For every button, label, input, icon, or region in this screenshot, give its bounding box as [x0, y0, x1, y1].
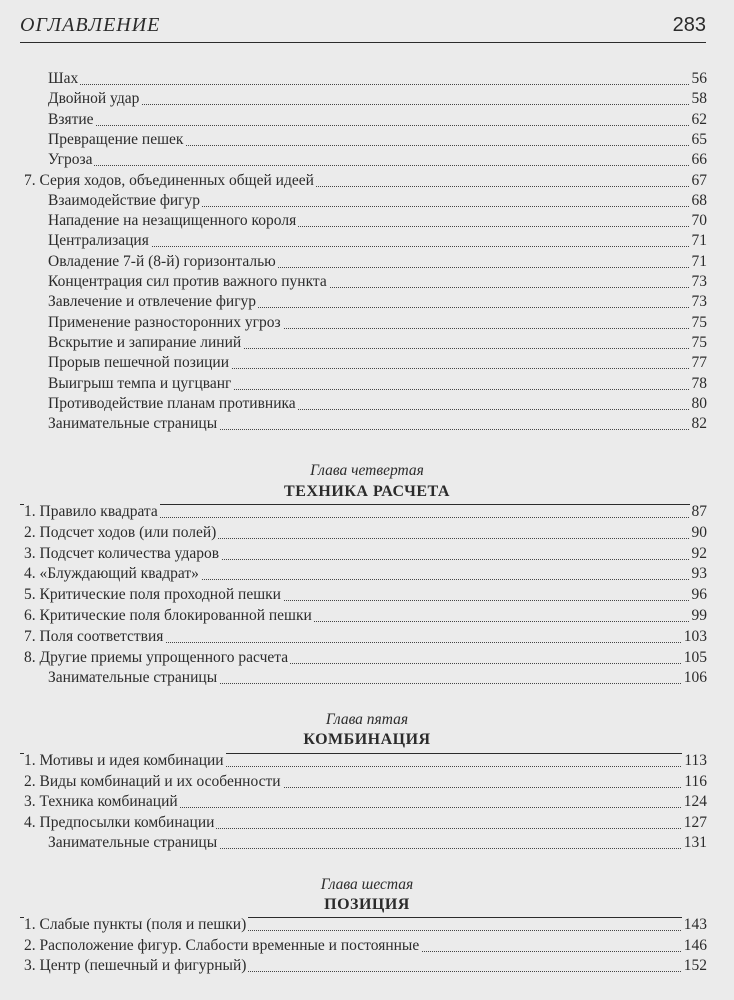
toc-entry: [0, 564, 734, 584]
toc-entry-page: 66: [691, 151, 707, 169]
toc-entry-title: 3. Техника комбинаций: [24, 793, 178, 811]
toc-entry: [0, 394, 734, 414]
toc-entry-title: Взаимодействие фигур: [48, 191, 201, 209]
toc-entry-page: 75: [691, 333, 707, 351]
toc-entry-title: Выигрыш темпа и цугцванг: [48, 374, 232, 392]
toc-entry: [0, 211, 734, 231]
toc-entry-title: 2. Виды комбинаций и их особенности: [24, 772, 281, 790]
toc-entry-page: 124: [683, 793, 707, 811]
toc-entry-title: Занимательные страницы: [48, 834, 218, 852]
toc-entry: [0, 69, 734, 89]
toc-entry-page: 96: [691, 586, 707, 604]
toc-entry-page: 103: [683, 627, 707, 645]
toc-entry-title: Взятие: [48, 110, 94, 128]
toc-entry-page: 75: [691, 313, 707, 331]
toc-entry: [0, 956, 734, 976]
toc-entry-title: Противодействие планам противника: [48, 394, 296, 412]
toc-entry: [0, 627, 734, 647]
toc-entry: [0, 792, 734, 812]
toc-entry-title: Овладение 7-й (8-й) горизонталью: [48, 252, 276, 270]
toc-entry: [0, 171, 734, 191]
toc-entry-title: 5. Критические поля проходной пешки: [24, 586, 281, 604]
toc-entry-page: 71: [691, 232, 707, 250]
toc-entry-page: 71: [691, 252, 707, 270]
toc-entry-title: 7. Серия ходов, объединенных общей идеей: [24, 171, 314, 189]
toc-entry-page: 93: [691, 565, 707, 583]
toc-entry: [0, 813, 734, 833]
chapter5-subtitle: Глава пятая: [325, 711, 409, 728]
toc-entry: [0, 313, 734, 333]
toc-entry: [0, 915, 734, 935]
chapter6-subtitle: Глава шестая: [320, 876, 414, 893]
toc-entry-title: Централизация: [48, 232, 149, 250]
toc-entry: [0, 191, 734, 211]
toc-entry-page: 127: [683, 813, 707, 831]
toc-entry-title: Занимательные страницы: [48, 669, 218, 687]
toc-entry: [0, 231, 734, 251]
toc-entry-title: Применение разносторонних угроз: [48, 313, 281, 331]
chapter5-title: КОМБИНАЦИЯ: [303, 731, 431, 748]
toc-entry-page: 116: [684, 772, 707, 790]
toc-entry: [0, 668, 734, 688]
toc-entry-page: 106: [683, 669, 707, 687]
toc-entry-page: 56: [691, 70, 707, 87]
header-rule: [20, 42, 706, 43]
toc-entry: [0, 374, 734, 394]
toc-entry: [0, 751, 734, 771]
toc-entry-title: 1. Слабые пункты (поля и пешки): [24, 916, 247, 933]
toc-entry: [0, 772, 734, 792]
toc-entry: [0, 353, 734, 373]
toc-entry: [0, 414, 734, 434]
toc-entry-title: 1. Правило квадрата: [24, 503, 158, 520]
dot-leader: [48, 89, 707, 105]
toc-entry-title: Завлечение и отвлечение фигур: [48, 293, 257, 311]
chapter6-title: ПОЗИЦИЯ: [324, 896, 410, 913]
toc-entry-title: 7. Поля соответствия: [24, 627, 164, 645]
toc-entry-page: 68: [691, 191, 707, 209]
toc-entry: [0, 502, 734, 522]
toc-entry: [0, 252, 734, 272]
toc-entry-page: 146: [683, 936, 707, 954]
toc-entry: [0, 272, 734, 292]
toc-entry-title: 2. Подсчет ходов (или полей): [24, 523, 217, 541]
chapter4-subtitle: Глава четвертая: [310, 462, 424, 479]
toc-entry-title: Нападение на незащищенного короля: [48, 212, 297, 230]
toc-entry-page: 67: [691, 171, 707, 189]
toc-entry-page: 78: [691, 374, 707, 392]
dot-leader: [48, 150, 707, 166]
toc-entry-page: 131: [683, 834, 707, 852]
dot-leader: [48, 69, 707, 85]
toc-entry: [0, 585, 734, 605]
toc-entry-page: 152: [683, 957, 707, 975]
toc-entry-page: 92: [691, 544, 707, 562]
toc-entry-title: 3. Центр (пешечный и фигурный): [24, 957, 247, 975]
toc-entry: [0, 150, 734, 170]
toc-entry: [0, 833, 734, 853]
toc-entry-title: Концентрация сил против важного пункта: [48, 273, 327, 290]
toc-entry-title: 3. Подсчет количества ударов: [24, 544, 220, 562]
header-page-number: 283: [672, 14, 706, 36]
toc-entry-title: Прорыв пешечной позиции: [48, 354, 230, 372]
toc-entry-title: Шах: [48, 70, 79, 87]
toc-entry: [0, 544, 734, 564]
toc-entry-page: 143: [683, 916, 707, 933]
toc-entry: [0, 89, 734, 109]
toc-entry-page: 99: [691, 607, 707, 624]
toc-entry-page: 87: [691, 503, 707, 520]
toc-entry-title: 8. Другие приемы упрощенного расчета: [24, 648, 289, 666]
toc-entry-page: 113: [684, 752, 707, 769]
toc-entry-title: Угроза: [48, 151, 93, 169]
toc-entry-page: 73: [691, 273, 707, 290]
toc-entry-page: 70: [691, 212, 707, 230]
toc-entry-title: Двойной удар: [48, 90, 140, 108]
toc-entry-title: 6. Критические поля блокированной пешки: [24, 607, 312, 624]
toc-entry-title: Вскрытие и запирание линий: [48, 333, 242, 351]
toc-entry-page: 77: [691, 354, 707, 372]
dot-leader: [48, 110, 707, 126]
header-title: ОГЛАВЛЕНИЕ: [20, 14, 161, 36]
toc-entry: [0, 606, 734, 626]
toc-entry-title: 1. Мотивы и идея комбинации: [24, 752, 224, 769]
toc-entry-title: 2. Расположение фигур. Слабости временные и постоянные: [24, 936, 420, 954]
toc-entry: [0, 523, 734, 543]
toc-entry-page: 90: [691, 523, 707, 541]
toc-entry-title: Занимательные страницы: [48, 415, 218, 433]
toc-entry-page: 65: [691, 130, 707, 148]
toc-entry-title: Превращение пешек: [48, 130, 184, 148]
toc-entry-page: 105: [683, 648, 707, 666]
toc-entry-title: 4. Предпосылки комбинации: [24, 813, 215, 831]
toc-entry: [0, 292, 734, 312]
toc-entry: [0, 110, 734, 130]
chapter4-title: ТЕХНИКА РАСЧЕТА: [284, 483, 450, 500]
toc-entry-page: 82: [691, 415, 707, 433]
toc-entry: [0, 648, 734, 668]
toc-entry-page: 73: [691, 293, 707, 311]
toc-entry-page: 80: [691, 394, 707, 412]
toc-entry-page: 62: [691, 110, 707, 128]
toc-entry-title: 4. «Блуждающий квадрат»: [24, 565, 199, 583]
toc-entry-page: 58: [691, 90, 707, 108]
toc-entry: [0, 936, 734, 956]
toc-entry: [0, 130, 734, 150]
running-header: [20, 14, 706, 38]
toc-entry: [0, 333, 734, 353]
